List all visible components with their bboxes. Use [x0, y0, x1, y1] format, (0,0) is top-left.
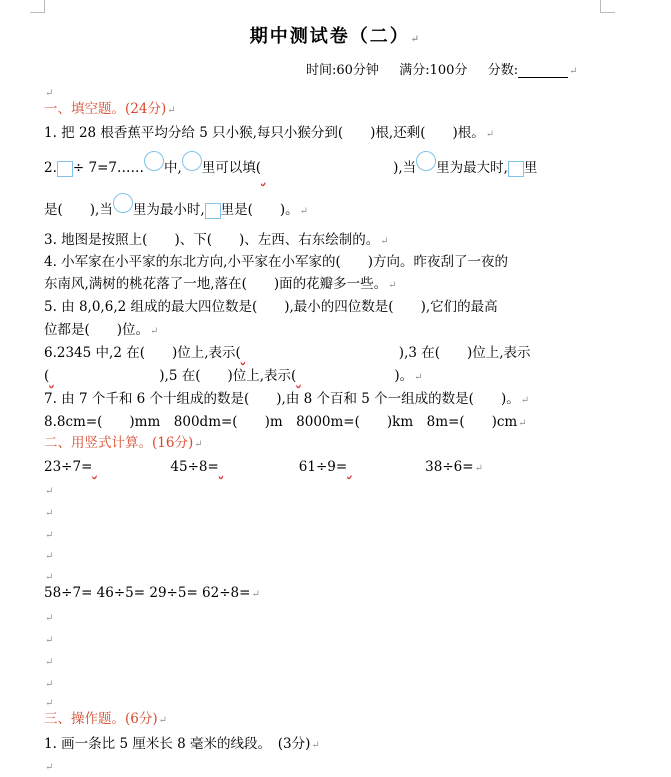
empty-line: ↵ [45, 551, 54, 562]
empty-line: ↵ [45, 88, 54, 99]
square-shape [508, 161, 524, 177]
full-score: 满分:100分 [399, 63, 468, 78]
question-1: 1. 把 28 根香蕉平均分给 5 只小猴,每只小猴分到( )根,还剩( )根。↵ [44, 125, 495, 141]
question-5-line-1: 5. 由 8,0,6,2 组成的最大四位数是( ),最小的四位数是( ),它们的最高 [44, 299, 498, 315]
section-2-heading: 二、用竖式计算。(16分)↵ [44, 435, 203, 451]
question-8: 8.8cm=( )mm 800dm=( )m 8000m=( )km 8m=( )cm↵ [44, 414, 527, 430]
empty-line: ↵ [45, 679, 54, 690]
question-4-line-1: 4. 小军家在小平家的东北方向,小平家在小军家的( )方向。昨夜刮了一夜的 [44, 254, 508, 270]
empty-line: ↵ [45, 657, 54, 668]
empty-line: ↵ [45, 698, 54, 709]
empty-line: ↵ [45, 486, 54, 497]
question-7: 7. 由 7 个千和 6 个十组成的数是( ),由 8 个百和 5 个一组成的数是( )。↵ [44, 391, 530, 407]
answer-blank[interactable] [241, 344, 399, 362]
section-3-heading: 三、操作题。(6分)↵ [44, 711, 168, 727]
operation-question-1: 1. 画一条比 5 厘米长 8 毫米的线段。 (3分)↵ [44, 736, 320, 752]
circle-shape [182, 151, 202, 171]
exam-meta: 时间:60分钟 满分:100分 分数: ↵ [306, 63, 578, 78]
question-4-line-2: 东南风,满树的桃花落了一地,落在( )面的花瓣多一些。↵ [44, 276, 397, 292]
circle-shape [113, 193, 133, 213]
score-label: 分数: [487, 63, 519, 78]
question-2-line-2: 是( ),当 里为最小时, 里是( )。↵ [44, 201, 308, 221]
empty-line: ↵ [45, 572, 54, 583]
section-1-heading: 一、填空题。(24分)↵ [44, 101, 176, 117]
time-limit: 时间:60分钟 [306, 63, 379, 78]
calc-row-2: 58÷7= 46÷5= 29÷5= 62÷8=↵ [44, 585, 260, 601]
question-2-line-1: 2. ÷ 7=7…… 中, 里可以填( ),当 里为最大时, 里 [44, 159, 537, 179]
score-blank[interactable] [518, 63, 568, 78]
answer-blank[interactable] [92, 458, 170, 476]
question-5-line-2: 位都是( )位。↵ [44, 322, 159, 338]
empty-line: ↵ [45, 762, 54, 773]
circle-shape [144, 151, 164, 171]
answer-blank[interactable] [296, 367, 394, 385]
empty-line: ↵ [45, 508, 54, 519]
answer-blank[interactable] [49, 367, 159, 385]
empty-line: ↵ [45, 530, 54, 541]
question-3: 3. 地图是按照上( )、下( )、左西、右东绘制的。↵ [44, 232, 389, 248]
answer-blank[interactable] [347, 458, 425, 476]
question-6-line-2: ( ),5 在( )位上,表示( )。↵ [44, 368, 423, 384]
corner-mark-left [30, 0, 45, 13]
calc-row-1: 23÷7= 45÷8= 61÷9= 38÷6=↵ [44, 459, 483, 475]
square-shape [57, 161, 73, 177]
corner-mark-right [600, 0, 615, 13]
circle-shape [416, 151, 436, 171]
answer-blank[interactable] [261, 165, 393, 179]
empty-line: ↵ [45, 635, 54, 646]
question-6-line-1: 6.2345 中,2 在( )位上,表示( ),3 在( )位上,表示 [44, 345, 531, 361]
answer-blank[interactable] [219, 458, 299, 476]
exam-title: 期中测试卷（二）↵ [249, 26, 422, 47]
square-shape [205, 203, 221, 219]
empty-line: ↵ [45, 613, 54, 624]
